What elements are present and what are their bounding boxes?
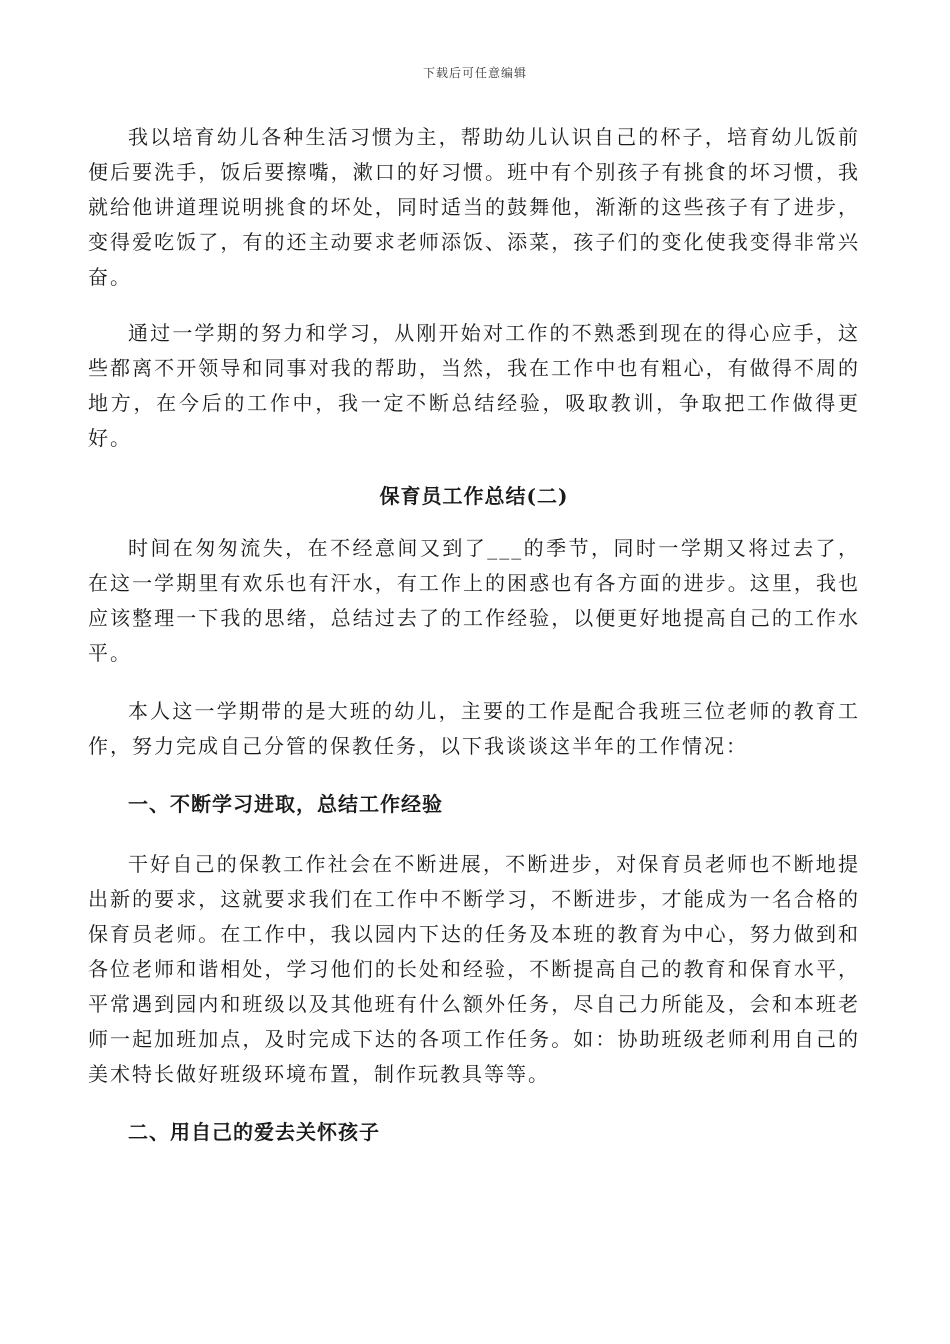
header-note: 下载后可任意编辑 [422,66,527,80]
paragraph-summary: 通过一学期的努力和学习，从刚开始对工作的不熟悉到现在的得心应手，这些都离不开领导和同事对我的帮助，当然，我在工作中也有粗心，有做得不周的地方，在今后的工作中，我一定不断总结经验，吸取教训，争取把工作做得更好。 [88,321,860,450]
paragraph-intro: 时间在匆匆流失，在不经意间又到了___的季节，同时一学期又将过去了，在这一学期里有欢乐也有汗水，有工作上的困惑也有各方面的进步。这里，我也应该整理一下我的思绪，总结过去了的工作经验，以便更好地提高自己的工作水平。 [88,536,860,665]
document-body [88,120,860,1175]
section-title: 保育员工作总结(二) [379,484,569,508]
heading-care: 二、用自己的爱去关怀孩子 [128,1120,380,1144]
paragraph-habits: 我以培育幼儿各种生活习惯为主，帮助幼儿认识自己的杯子，培育幼儿饭前便后要洗手，饭后要擦嘴，漱口的好习惯。班中有个别孩子有挑食的坏习惯，我就给他讲道理说明挑食的坏处，同时适当的鼓舞他，渐渐的这些孩子有了进步，变得爱吃饭了，有的还主动要求老师添饭、添菜，孩子们的变化使我变得非常兴奋。 [88,125,860,289]
paragraph-learning: 干好自己的保教工作社会在不断进展，不断进步，对保育员老师也不断地提出新的要求，这就要求我们在工作中不断学习，不断进步，才能成为一名合格的保育员老师。在工作中，我以园内下达的任务及本班的教育为中心，努力做到和各位老师和谐相处，学习他们的长处和经验，不断提高自己的教育和保育水平，平常遇到园内和班级以及其他班有什么额外任务，尽自己力所能及，会和本班老师一起加班加点，及时完成下达的各项工作任务。如：协助班级老师利用自己的美术特长做好班级环境布置，制作玩教具等等。 [88,852,860,1086]
paragraph-role: 本人这一学期带的是大班的幼儿，主要的工作是配合我班三位老师的教育工作，努力完成自己分管的保教任务，以下我谈谈这半年的工作情况： [88,699,860,758]
heading-learning: 一、不断学习进取，总结工作经验 [128,792,443,816]
